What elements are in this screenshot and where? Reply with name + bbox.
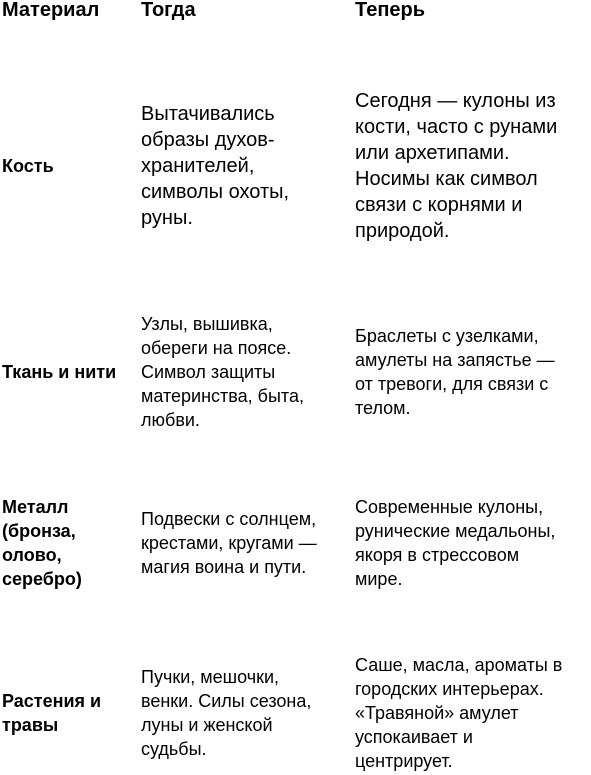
row-now-bone: Сегодня — кулоны из кости, часто с рунами или архетипами. Носимы как символ связи с корнями и природой. bbox=[355, 90, 558, 242]
row-material-metal: Металл (бронза, олово, серебро) bbox=[2, 497, 82, 589]
row-material-bone: Кость bbox=[2, 156, 54, 176]
row-now-fabric: Браслеты с узелками, амулеты на запястье — от тревоги, для связи с телом. bbox=[355, 326, 555, 418]
row-then-bone: Вытачивались образы духов- хранителей, символы охоты, руны. bbox=[141, 103, 290, 229]
row-material-herbs: Растения и травы bbox=[2, 691, 102, 735]
row-material-fabric: Ткань и нити bbox=[2, 362, 117, 382]
header-material: Материал bbox=[2, 0, 100, 21]
row-now-herbs: Саше, масла, ароматы в городских интерьерах. «Травяной» амулет успокаивает и центрирует. bbox=[355, 655, 563, 771]
row-then-metal: Подвески с солнцем, крестами, кругами — магия воина и пути. bbox=[141, 509, 317, 577]
row-now-metal: Современные кулоны, рунические медальоны, якоря в стрессовом мире. bbox=[355, 497, 556, 589]
row-then-fabric: Узлы, вышивка, обереги на поясе. Символ защиты материнства, быта, любви. bbox=[141, 314, 304, 430]
header-now: Теперь bbox=[355, 0, 426, 21]
row-then-herbs: Пучки, мешочки, венки. Силы сезона, луны и женской судьбы. bbox=[141, 667, 312, 759]
header-then: Тогда bbox=[141, 0, 196, 21]
